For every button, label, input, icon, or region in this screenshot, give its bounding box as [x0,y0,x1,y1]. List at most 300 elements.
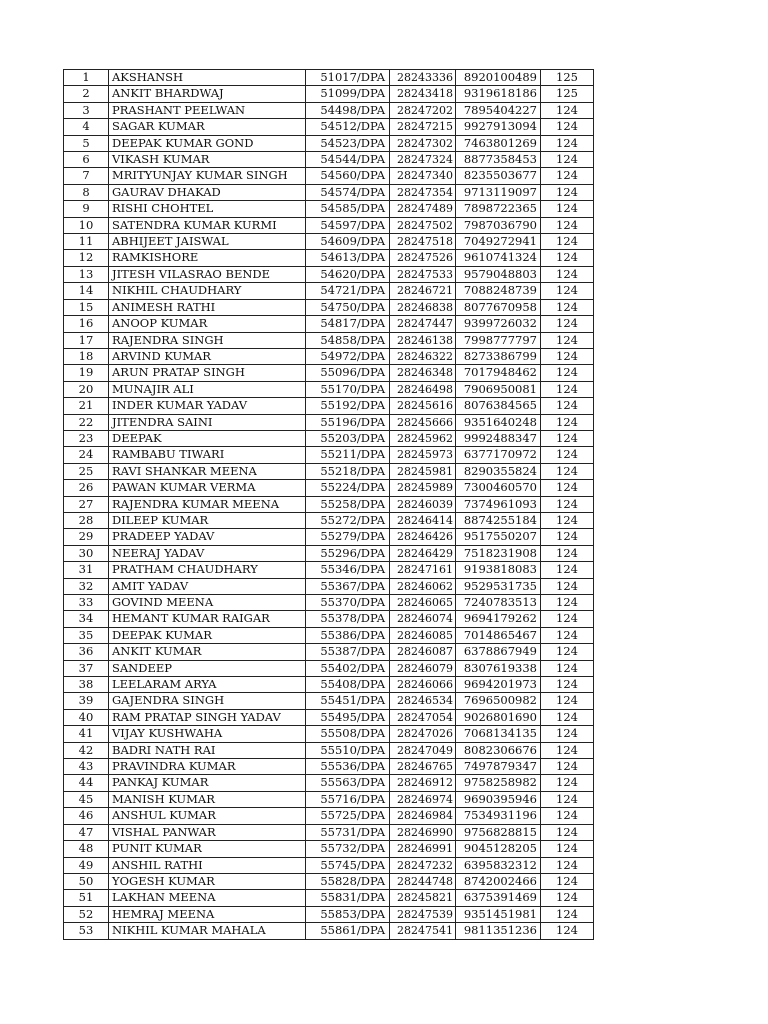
name-cell: LAKHAN MEENA [109,890,306,906]
registration-id-cell: 55279/DPA [306,529,390,545]
registration-id-cell: 55192/DPA [306,398,390,414]
registration-id-cell: 55386/DPA [306,627,390,643]
value-cell: 124 [541,430,594,446]
serial-number-cell: 2 [64,86,109,102]
name-cell: VIKASH KUMAR [109,152,306,168]
name-cell: MANISH KUMAR [109,791,306,807]
registration-id-cell: 55402/DPA [306,660,390,676]
code-cell: 28246414 [390,512,456,528]
table-row [64,496,594,512]
phone-cell: 7518231908 [456,545,541,561]
table-row [64,381,594,397]
code-cell: 28247539 [390,906,456,922]
code-cell: 28247202 [390,102,456,118]
registration-id-cell: 55367/DPA [306,578,390,594]
value-cell: 124 [541,168,594,184]
name-cell: JITENDRA SAINI [109,414,306,430]
registration-id-cell: 54498/DPA [306,102,390,118]
phone-cell: 6377170972 [456,447,541,463]
name-cell: ABHIJEET JAISWAL [109,234,306,250]
name-cell: SATENDRA KUMAR KURMI [109,217,306,233]
serial-number-cell: 4 [64,119,109,135]
name-cell: VISHAL PANWAR [109,824,306,840]
phone-cell: 7497879347 [456,759,541,775]
registration-id-cell: 55211/DPA [306,447,390,463]
phone-cell: 9610741324 [456,250,541,266]
registration-id-cell: 55170/DPA [306,381,390,397]
value-cell: 124 [541,873,594,889]
value-cell: 124 [541,119,594,135]
name-cell: PRATHAM CHAUDHARY [109,562,306,578]
phone-cell: 7463801269 [456,135,541,151]
value-cell: 124 [541,824,594,840]
code-cell: 28247354 [390,184,456,200]
name-cell: MUNAJIR ALI [109,381,306,397]
name-cell: RAMBABU TIWARI [109,447,306,463]
name-cell: HEMANT KUMAR RAIGAR [109,611,306,627]
code-cell: 28246138 [390,332,456,348]
registration-id-cell: 55203/DPA [306,430,390,446]
name-cell: DEEPAK KUMAR GOND [109,135,306,151]
phone-cell: 9193818083 [456,562,541,578]
serial-number-cell: 13 [64,266,109,282]
code-cell: 28246065 [390,595,456,611]
code-cell: 28246974 [390,791,456,807]
code-cell: 28247340 [390,168,456,184]
phone-cell: 7014865467 [456,627,541,643]
serial-number-cell: 1 [64,70,109,86]
code-cell: 28246765 [390,759,456,775]
value-cell: 124 [541,496,594,512]
registration-id-cell: 55828/DPA [306,873,390,889]
table-row [64,545,594,561]
value-cell: 124 [541,857,594,873]
registration-id-cell: 54750/DPA [306,299,390,315]
value-cell: 124 [541,562,594,578]
name-cell: RAJENDRA SINGH [109,332,306,348]
code-cell: 28246984 [390,808,456,824]
code-cell: 28247049 [390,742,456,758]
phone-cell: 7017948462 [456,365,541,381]
table-row [64,119,594,135]
serial-number-cell: 43 [64,759,109,775]
table-row [64,283,594,299]
registration-id-cell: 55510/DPA [306,742,390,758]
table-row [64,299,594,315]
serial-number-cell: 28 [64,512,109,528]
phone-cell: 6395832312 [456,857,541,873]
serial-number-cell: 14 [64,283,109,299]
phone-cell: 8920100489 [456,70,541,86]
serial-number-cell: 38 [64,677,109,693]
code-cell: 28246085 [390,627,456,643]
registration-id-cell: 55745/DPA [306,857,390,873]
code-cell: 28246990 [390,824,456,840]
phone-cell: 7088248739 [456,283,541,299]
phone-cell: 9694201973 [456,677,541,693]
registration-id-cell: 55346/DPA [306,562,390,578]
table-row [64,808,594,824]
value-cell: 124 [541,545,594,561]
registration-id-cell: 55272/DPA [306,512,390,528]
registration-id-cell: 55831/DPA [306,890,390,906]
value-cell: 124 [541,201,594,217]
phone-cell: 9927913094 [456,119,541,135]
serial-number-cell: 20 [64,381,109,397]
phone-cell: 9319618186 [456,86,541,102]
table-row [64,414,594,430]
table-row [64,168,594,184]
value-cell: 124 [541,299,594,315]
value-cell: 124 [541,644,594,660]
registration-id-cell: 55563/DPA [306,775,390,791]
registration-id-cell: 55224/DPA [306,480,390,496]
phone-cell: 7987036790 [456,217,541,233]
value-cell: 124 [541,808,594,824]
code-cell: 28245666 [390,414,456,430]
table-row [64,857,594,873]
registration-id-cell: 55536/DPA [306,759,390,775]
name-cell: BADRI NATH RAI [109,742,306,758]
registration-id-cell: 54597/DPA [306,217,390,233]
code-cell: 28245981 [390,463,456,479]
registration-id-cell: 54858/DPA [306,332,390,348]
code-cell: 28246079 [390,660,456,676]
code-cell: 28247161 [390,562,456,578]
registration-id-cell: 54574/DPA [306,184,390,200]
name-cell: AMIT YADAV [109,578,306,594]
table-row [64,841,594,857]
table-row [64,611,594,627]
name-cell: GAURAV DHAKAD [109,184,306,200]
value-cell: 124 [541,234,594,250]
table-row [64,70,594,86]
registration-id-cell: 55370/DPA [306,595,390,611]
value-cell: 124 [541,512,594,528]
table-row [64,135,594,151]
registration-id-cell: 54620/DPA [306,266,390,282]
value-cell: 124 [541,365,594,381]
name-cell: NEERAJ YADAV [109,545,306,561]
code-cell: 28247232 [390,857,456,873]
serial-number-cell: 44 [64,775,109,791]
phone-cell: 8235503677 [456,168,541,184]
table-row [64,463,594,479]
registration-id-cell: 54512/DPA [306,119,390,135]
table-row [64,906,594,922]
phone-cell: 8082306676 [456,742,541,758]
phone-cell: 8742002466 [456,873,541,889]
code-cell: 28246838 [390,299,456,315]
phone-cell: 9756828815 [456,824,541,840]
table-row [64,660,594,676]
serial-number-cell: 17 [64,332,109,348]
code-cell: 28246322 [390,348,456,364]
registration-id-cell: 54523/DPA [306,135,390,151]
table-row [64,332,594,348]
table-row [64,398,594,414]
value-cell: 124 [541,283,594,299]
table-row [64,726,594,742]
serial-number-cell: 8 [64,184,109,200]
code-cell: 28246426 [390,529,456,545]
value-cell: 124 [541,152,594,168]
name-cell: ANSHIL RATHI [109,857,306,873]
phone-cell: 7240783513 [456,595,541,611]
registration-id-cell: 55861/DPA [306,923,390,939]
value-cell: 124 [541,578,594,594]
phone-cell: 8077670958 [456,299,541,315]
registration-id-cell: 55258/DPA [306,496,390,512]
serial-number-cell: 6 [64,152,109,168]
table-row [64,677,594,693]
table-row [64,644,594,660]
serial-number-cell: 36 [64,644,109,660]
code-cell: 28246498 [390,381,456,397]
serial-number-cell: 26 [64,480,109,496]
phone-cell: 9694179262 [456,611,541,627]
serial-number-cell: 23 [64,430,109,446]
code-cell: 28246348 [390,365,456,381]
code-cell: 28247502 [390,217,456,233]
code-cell: 28246912 [390,775,456,791]
serial-number-cell: 40 [64,709,109,725]
value-cell: 124 [541,677,594,693]
name-cell: ARUN PRATAP SINGH [109,365,306,381]
registration-id-cell: 54585/DPA [306,201,390,217]
value-cell: 124 [541,906,594,922]
name-cell: SAGAR KUMAR [109,119,306,135]
value-cell: 124 [541,348,594,364]
table-row [64,102,594,118]
code-cell: 28247533 [390,266,456,282]
phone-cell: 9529531735 [456,578,541,594]
value-cell: 124 [541,627,594,643]
table-row [64,529,594,545]
table-row [64,890,594,906]
registration-id-cell: 54972/DPA [306,348,390,364]
value-cell: 124 [541,529,594,545]
serial-number-cell: 24 [64,447,109,463]
phone-cell: 9026801690 [456,709,541,725]
serial-number-cell: 48 [64,841,109,857]
code-cell: 28247447 [390,316,456,332]
table-row [64,152,594,168]
registration-id-cell: 54613/DPA [306,250,390,266]
registration-id-cell: 55716/DPA [306,791,390,807]
phone-cell: 7895404227 [456,102,541,118]
table-row [64,627,594,643]
code-cell: 28247302 [390,135,456,151]
value-cell: 125 [541,70,594,86]
serial-number-cell: 42 [64,742,109,758]
name-cell: RAM PRATAP SINGH YADAV [109,709,306,725]
value-cell: 124 [541,266,594,282]
code-cell: 28245973 [390,447,456,463]
serial-number-cell: 39 [64,693,109,709]
name-cell: PAWAN KUMAR VERMA [109,480,306,496]
registration-id-cell: 54560/DPA [306,168,390,184]
phone-cell: 8307619338 [456,660,541,676]
name-cell: INDER KUMAR YADAV [109,398,306,414]
serial-number-cell: 3 [64,102,109,118]
value-cell: 124 [541,480,594,496]
serial-number-cell: 51 [64,890,109,906]
name-cell: HEMRAJ MEENA [109,906,306,922]
code-cell: 28246074 [390,611,456,627]
registration-id-cell: 54609/DPA [306,234,390,250]
serial-number-cell: 37 [64,660,109,676]
phone-cell: 7998777797 [456,332,541,348]
serial-number-cell: 19 [64,365,109,381]
code-cell: 28247489 [390,201,456,217]
code-cell: 28245821 [390,890,456,906]
value-cell: 124 [541,414,594,430]
table-row [64,873,594,889]
table-row [64,201,594,217]
registration-id-cell: 54817/DPA [306,316,390,332]
code-cell: 28247054 [390,709,456,725]
name-cell: RAVI SHANKAR MEENA [109,463,306,479]
table-row [64,693,594,709]
table-row [64,742,594,758]
value-cell: 124 [541,217,594,233]
name-cell: ANKIT BHARDWAJ [109,86,306,102]
serial-number-cell: 29 [64,529,109,545]
serial-number-cell: 52 [64,906,109,922]
serial-number-cell: 49 [64,857,109,873]
registration-id-cell: 55096/DPA [306,365,390,381]
serial-number-cell: 33 [64,595,109,611]
registration-id-cell: 55387/DPA [306,644,390,660]
value-cell: 124 [541,135,594,151]
value-cell: 124 [541,102,594,118]
registration-id-cell: 54544/DPA [306,152,390,168]
phone-cell: 7898722365 [456,201,541,217]
table-row [64,234,594,250]
value-cell: 124 [541,890,594,906]
serial-number-cell: 30 [64,545,109,561]
serial-number-cell: 18 [64,348,109,364]
phone-cell: 7374961093 [456,496,541,512]
serial-number-cell: 41 [64,726,109,742]
name-cell: RAMKISHORE [109,250,306,266]
name-cell: DEEPAK [109,430,306,446]
registration-id-cell: 55732/DPA [306,841,390,857]
value-cell: 124 [541,447,594,463]
value-cell: 124 [541,381,594,397]
serial-number-cell: 16 [64,316,109,332]
name-cell: GAJENDRA SINGH [109,693,306,709]
table-row [64,480,594,496]
serial-number-cell: 46 [64,808,109,824]
registration-id-cell: 55451/DPA [306,693,390,709]
phone-cell: 9517550207 [456,529,541,545]
name-cell: SANDEEP [109,660,306,676]
value-cell: 125 [541,86,594,102]
phone-cell: 6375391469 [456,890,541,906]
phone-cell: 8290355824 [456,463,541,479]
registration-id-cell: 51099/DPA [306,86,390,102]
name-cell: PANKAJ KUMAR [109,775,306,791]
table-row [64,430,594,446]
code-cell: 28246066 [390,677,456,693]
phone-cell: 8273386799 [456,348,541,364]
name-cell: YOGESH KUMAR [109,873,306,889]
name-cell: PRASHANT PEELWAN [109,102,306,118]
name-cell: ANIMESH RATHI [109,299,306,315]
value-cell: 124 [541,250,594,266]
serial-number-cell: 45 [64,791,109,807]
value-cell: 124 [541,693,594,709]
phone-cell: 8076384565 [456,398,541,414]
name-cell: RISHI CHOHTEL [109,201,306,217]
table-row [64,824,594,840]
code-cell: 28245962 [390,430,456,446]
value-cell: 124 [541,726,594,742]
serial-number-cell: 32 [64,578,109,594]
name-cell: NIKHIL CHAUDHARY [109,283,306,299]
serial-number-cell: 35 [64,627,109,643]
phone-cell: 9811351236 [456,923,541,939]
serial-number-cell: 11 [64,234,109,250]
registration-id-cell: 55853/DPA [306,906,390,922]
serial-number-cell: 31 [64,562,109,578]
phone-cell: 8877358453 [456,152,541,168]
serial-number-cell: 47 [64,824,109,840]
value-cell: 124 [541,398,594,414]
serial-number-cell: 53 [64,923,109,939]
code-cell: 28247526 [390,250,456,266]
phone-cell: 9045128205 [456,841,541,857]
value-cell: 124 [541,611,594,627]
phone-cell: 7696500982 [456,693,541,709]
code-cell: 28244748 [390,873,456,889]
table-row [64,316,594,332]
value-cell: 124 [541,742,594,758]
value-cell: 124 [541,316,594,332]
name-cell: NIKHIL KUMAR MAHALA [109,923,306,939]
code-cell: 28246991 [390,841,456,857]
code-cell: 28246721 [390,283,456,299]
registration-id-cell: 54721/DPA [306,283,390,299]
table-row [64,562,594,578]
phone-cell: 9690395946 [456,791,541,807]
code-cell: 28247026 [390,726,456,742]
name-cell: PRADEEP YADAV [109,529,306,545]
code-cell: 28246039 [390,496,456,512]
serial-number-cell: 7 [64,168,109,184]
value-cell: 124 [541,332,594,348]
table-row [64,348,594,364]
code-cell: 28246534 [390,693,456,709]
code-cell: 28243418 [390,86,456,102]
table-row [64,595,594,611]
table-row [64,266,594,282]
phone-cell: 8874255184 [456,512,541,528]
serial-number-cell: 9 [64,201,109,217]
phone-cell: 9992488347 [456,430,541,446]
code-cell: 28245989 [390,480,456,496]
name-cell: JITESH VILASRAO BENDE [109,266,306,282]
registration-id-cell: 55378/DPA [306,611,390,627]
value-cell: 124 [541,184,594,200]
code-cell: 28247541 [390,923,456,939]
candidate-table [63,69,594,940]
table-row [64,578,594,594]
value-cell: 124 [541,759,594,775]
name-cell: AKSHANSH [109,70,306,86]
